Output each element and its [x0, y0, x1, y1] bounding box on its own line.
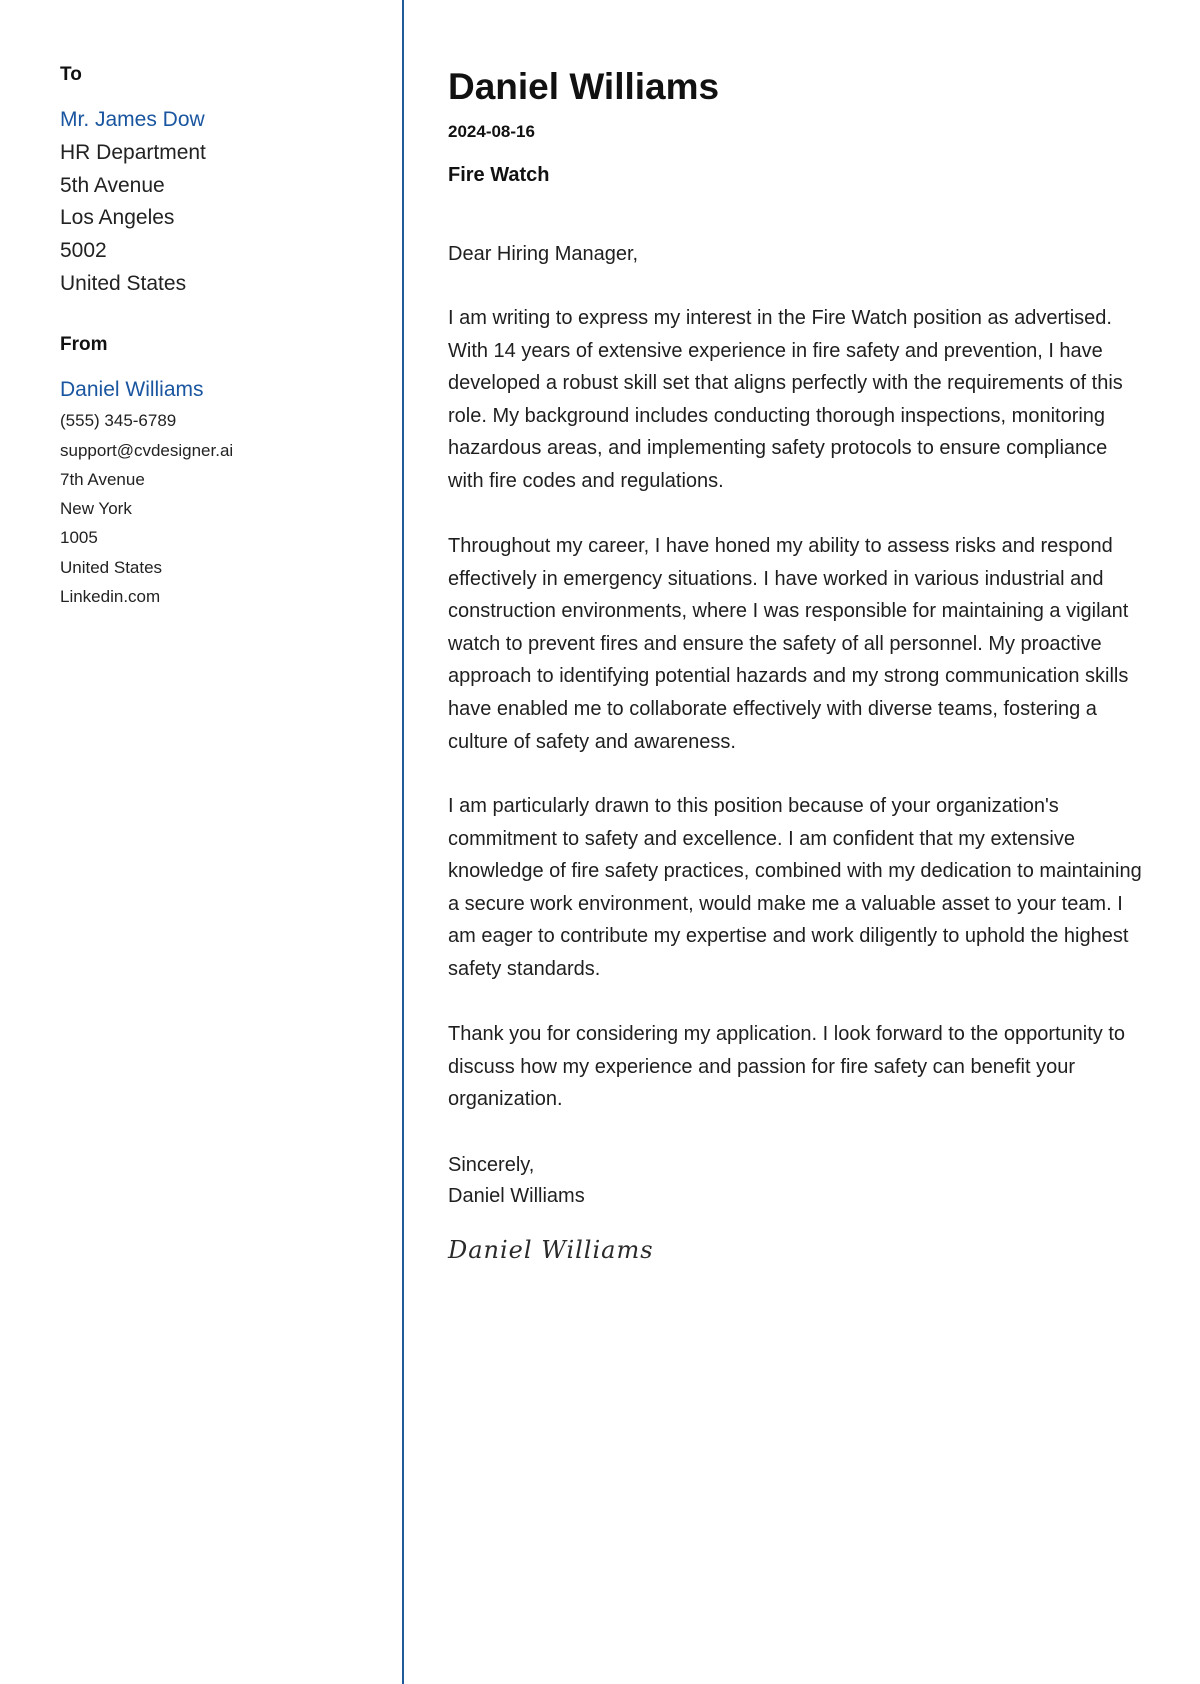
sender-email: support@cvdesigner.ai [60, 441, 234, 460]
sender-name: Daniel Williams [60, 378, 204, 401]
recipient-department: HR Department [60, 141, 206, 164]
recipient-postal-code: 5002 [60, 239, 107, 262]
sidebar [0, 0, 402, 1684]
letter-date: 2024-08-16 [448, 122, 535, 141]
letter-paragraph: I am writing to express my interest in the Fire Watch position as advertised. With 14 years of extensive experience in fire safety and prevention, I have developed a robust skill set that aligns perfectly with the requirements of this role. My background includes conducting thorough inspections, monitoring hazardous areas, and implementing safety protocols to ensure compliance with fire codes and regulations. [448, 307, 1123, 492]
sender-postal-code: 1005 [60, 528, 98, 547]
letter-position: Fire Watch [448, 164, 550, 186]
sender-street: 7th Avenue [60, 470, 145, 489]
sender-phone: (555) 345-6789 [60, 411, 177, 430]
letter-paragraph: Thank you for considering my application. I look forward to the opportunity to discuss how my experience and passion for fire safety can benefit your organization. [448, 1023, 1126, 1111]
sender-website: Linkedin.com [60, 587, 161, 606]
sender-city: New York [60, 499, 132, 518]
letter-paragraph: Throughout my career, I have honed my ability to assess risks and respond effectively in emergency situations. I have worked in various industrial and construction environments, where I was responsible for maintaining a vigilant watch to prevent fires and ensure the safety of all personnel. My proactive approach to identifying potential hazards and my strong communication skills have enabled me to collaborate effectively with diverse teams, fostering a culture of safety and awareness. [448, 535, 1129, 753]
letter-author-name: Daniel Williams [448, 66, 720, 107]
letter-closing: Sincerely, [448, 1154, 535, 1176]
recipient-heading: To [60, 64, 82, 85]
letter-closing-name: Daniel Williams [448, 1185, 585, 1207]
handwritten-signature: Daniel Williams [448, 1236, 654, 1264]
recipient-city: Los Angeles [60, 206, 175, 229]
recipient-name: Mr. James Dow [60, 108, 205, 131]
sender-heading: From [60, 334, 108, 355]
column-divider [402, 0, 404, 1684]
letter-salutation: Dear Hiring Manager, [448, 243, 639, 265]
letter-paragraph: I am particularly drawn to this position because of your organization's commitment to safety and excellence. I am confident that my extensive knowledge of fire safety practices, combined with my dedication to maintaining a secure work environment, would make me a valuable asset to your team. I am eager to contribute my expertise and work diligently to uphold the highest safety standards. [448, 795, 1142, 980]
recipient-street: 5th Avenue [60, 174, 165, 197]
recipient-country: United States [60, 272, 187, 295]
sender-country: United States [60, 558, 163, 577]
